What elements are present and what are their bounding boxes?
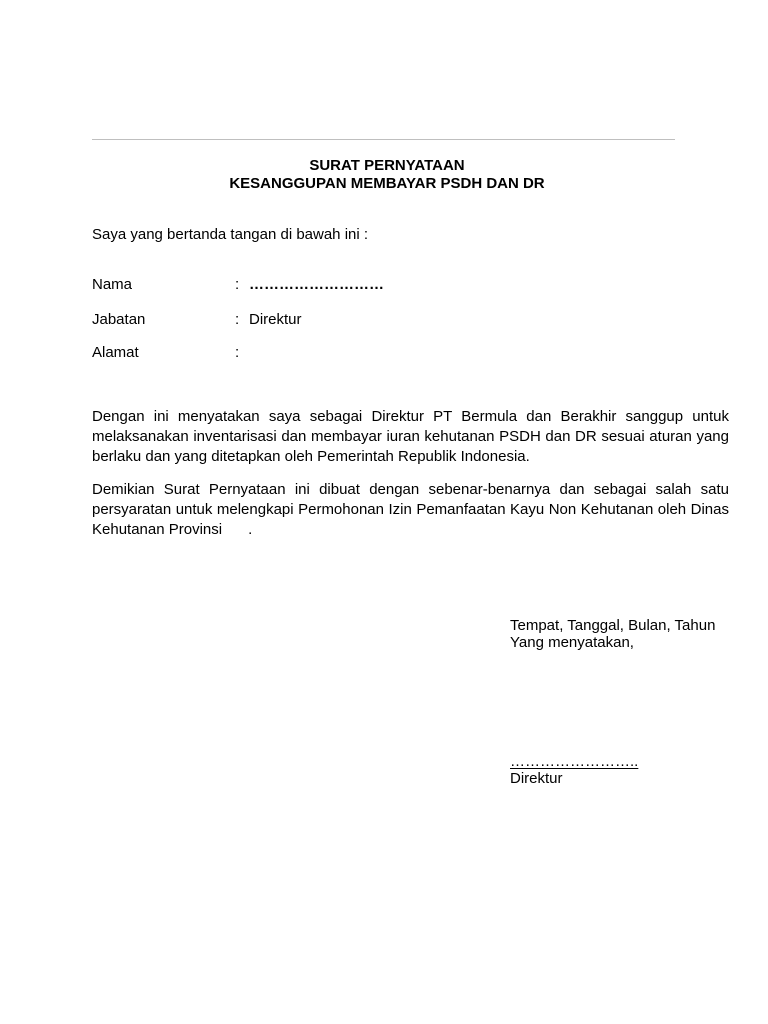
field-alamat xyxy=(92,343,732,363)
closing-paragraph-text: Demikian Surat Pernyataan ini dibuat dengan sebenar-benarnya dan sebagai salah satu persyaratan untuk melengkapi Permohonan Izin Pemanfaatan Kayu Non Kehutanan oleh Dinas Kehutanan Provinsi xyxy=(92,481,729,538)
field-colon-nama: : xyxy=(235,276,240,293)
intro-text: Saya yang bertanda tangan di bawah ini : xyxy=(92,226,369,243)
statement-line: Yang menyatakan, xyxy=(510,634,634,651)
closing-paragraph-end: . xyxy=(248,521,253,538)
field-value-jabatan: Direktur xyxy=(249,311,302,328)
closing-paragraph xyxy=(92,480,729,540)
place-date-line: Tempat, Tanggal, Bulan, Tahun xyxy=(510,617,716,634)
field-nama xyxy=(92,275,732,295)
title-line-1: SURAT PERNYATAAN xyxy=(309,157,465,174)
title-line-2: KESANGGUPAN MEMBAYAR PSDH DAN DR xyxy=(229,175,545,192)
statement-paragraph: Dengan ini menyatakan saya sebagai Direktur PT Bermula dan Berakhir sanggup untuk melaksanakan inventarisasi dan membayar iuran kehutanan PSDH dan DR sesuai aturan yang berlaku dan yang ditetapkan oleh Pemerintah Republik Indonesia. xyxy=(92,408,729,465)
field-label-nama: Nama xyxy=(92,276,133,293)
field-jabatan xyxy=(92,310,732,330)
field-value-nama: ……………………… xyxy=(249,276,384,293)
field-colon-alamat: : xyxy=(235,344,240,361)
signature-position: Direktur xyxy=(510,770,563,787)
field-colon-jabatan: : xyxy=(235,311,240,328)
field-label-jabatan: Jabatan xyxy=(92,311,146,328)
document-title xyxy=(92,157,682,193)
signature-footer xyxy=(510,753,750,787)
header-divider xyxy=(92,139,675,140)
signature-header xyxy=(510,617,750,651)
signature-name-line: …………………….. xyxy=(510,753,639,770)
field-label-alamat: Alamat xyxy=(92,344,139,361)
